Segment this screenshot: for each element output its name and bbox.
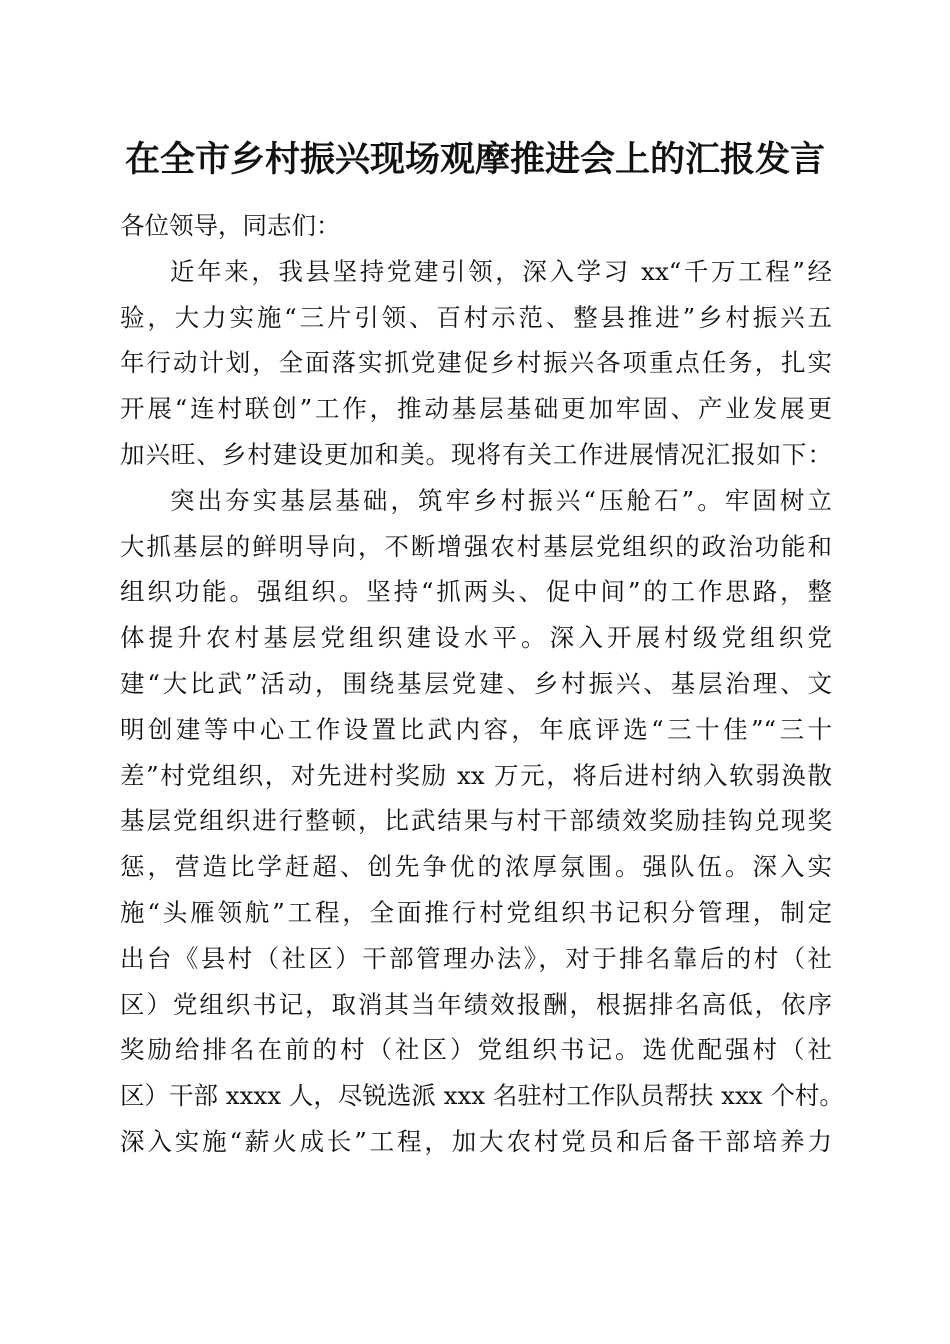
paragraph-line: 体提升农村基层党组织建设水平。深入开展村级党组织党 xyxy=(120,623,832,653)
salutation: 各位领导，同志们： xyxy=(120,211,341,240)
paragraph-line: 开展“连村联创”工作，推动基层基础更加牢固、产业发展更 xyxy=(120,394,832,424)
paragraph-line: 惩，营造比学赶超、创先争优的浓厚氛围。强队伍。深入实 xyxy=(120,852,832,882)
paragraph-line: 组织功能。强组织。坚持“抓两头、促中间”的工作思路，整 xyxy=(120,577,832,607)
paragraph-line: 验，大力实施“三片引领、百村示范、整县推进”乡村振兴五 xyxy=(120,302,832,332)
paragraph-line: 年行动计划，全面落实抓党建促乡村振兴各项重点任务，扎实 xyxy=(120,348,832,378)
document-title: 在全市乡村振兴现场观摩推进会上的汇报发言 xyxy=(124,139,825,180)
paragraph-line: 出台《县村（社区）干部管理办法》，对于排名靠后的村（社 xyxy=(120,943,832,973)
paragraph-line: 近年来，我县坚持党建引领，深入学习 xx“千万工程”经 xyxy=(170,256,832,286)
paragraph-2 xyxy=(120,478,844,1165)
paragraph-line: 突出夯实基层基础，筑牢乡村振兴“压舱石”。牢固树立 xyxy=(170,485,832,515)
paragraph-line: 区）干部 xxxx 人，尽锐选派 xxx 名驻村工作队员帮扶 xxx 个村。 xyxy=(120,1081,844,1111)
paragraph-line: 加兴旺、乡村建设更加和美。现将有关工作进展情况汇报如下： xyxy=(120,439,832,469)
paragraph-line: 深入实施“薪火成长”工程，加大农村党员和后备干部培养力 xyxy=(120,1126,832,1156)
paragraph-line: 大抓基层的鲜明导向，不断增强农村基层党组织的政治功能和 xyxy=(120,531,832,561)
paragraph-line: 奖励给排名在前的村（社区）党组织书记。选优配强村（社 xyxy=(120,1035,832,1065)
paragraph-1 xyxy=(120,249,832,478)
paragraph-line: 基层党组织进行整顿，比武结果与村干部绩效奖励挂钩兑现奖 xyxy=(120,806,832,836)
paragraph-line: 施“头雁领航”工程，全面推行村党组织书记积分管理，制定 xyxy=(120,897,832,927)
document-body xyxy=(120,203,844,1165)
paragraph-line: 明创建等中心工作设置比武内容，年底评选“三十佳”“三十 xyxy=(120,714,832,744)
paragraph-line: 区）党组织书记，取消其当年绩效报酬，根据排名高低，依序 xyxy=(120,989,832,1019)
paragraph-line: 建“大比武”活动，围绕基层党建、乡村振兴、基层治理、文 xyxy=(120,668,832,698)
paragraph-line: 差”村党组织，对先进村奖励 xx 万元，将后进村纳入软弱涣散 xyxy=(120,760,832,790)
